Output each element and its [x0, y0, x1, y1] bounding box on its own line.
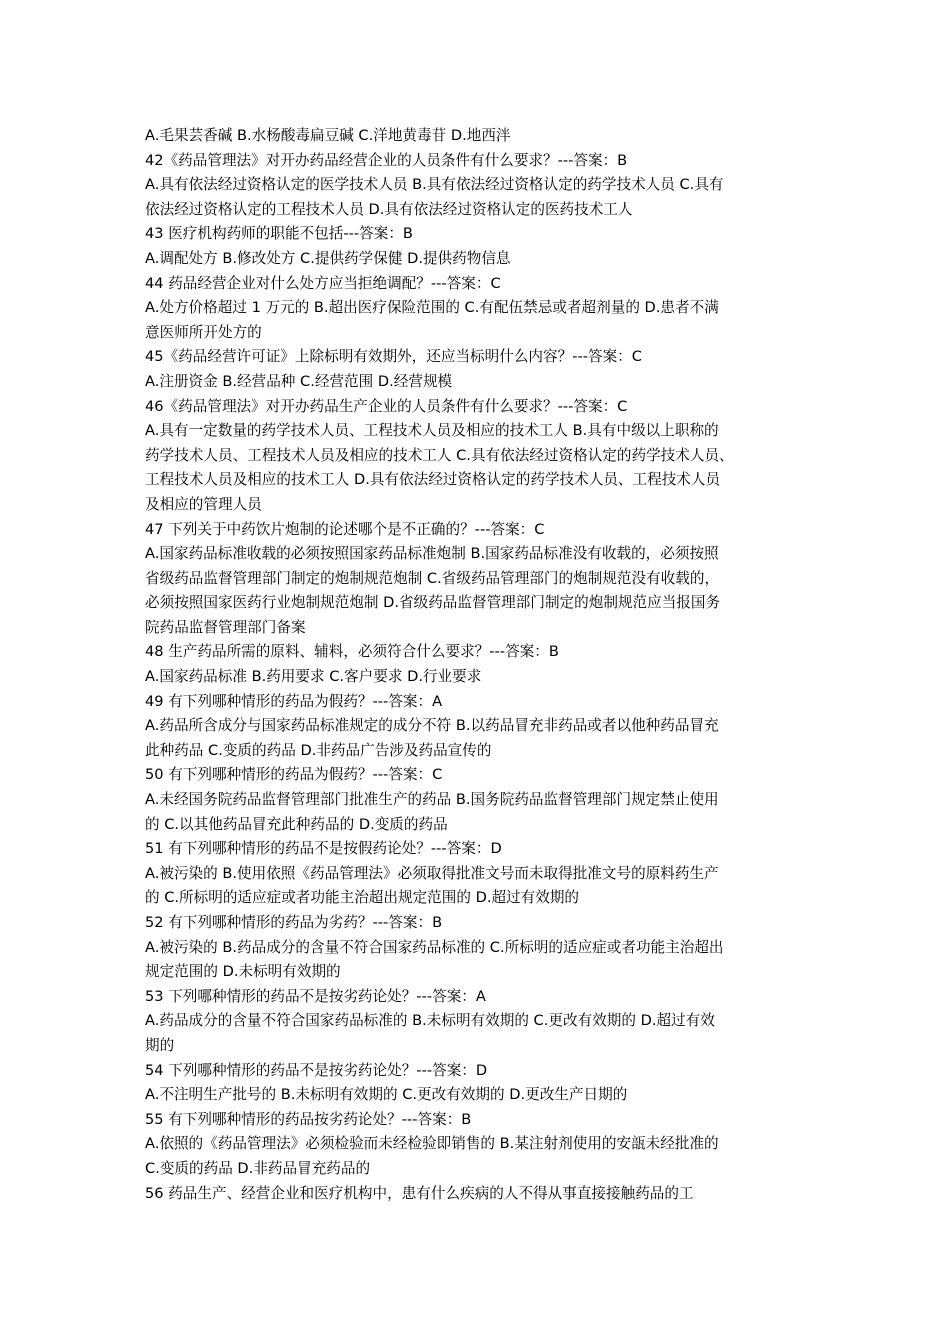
text-line: 期的 — [145, 1036, 175, 1054]
text-line: A.毛果芸香碱 B.水杨酸毒扁豆碱 C.洋地黄毒苷 D.地西泮 — [145, 127, 511, 144]
text-line: A.药品所含成分与国家药品标准规定的成分不符 B.以药品冒充非药品或者以他种药品冒充 — [145, 717, 719, 735]
text-line: A.注册资金 B.经营品种 C.经营范围 D.经营规模 — [145, 372, 453, 390]
text-line: 院药品监督管理部门备案 — [145, 618, 306, 636]
text-line: A.被污染的 B.使用依照《药品管理法》必须取得批准文号而未取得批准文号的原料药生产 — [145, 864, 719, 882]
text-line: 规定范围的 D.未标明有效期的 — [145, 963, 341, 981]
document-body — [145, 124, 813, 1206]
text-line: A.国家药品标准 B.药用要求 C.客户要求 D.行业要求 — [145, 668, 482, 686]
text-line: 48 生产药品所需的原料、辅料，必须符合什么要求？---答案：B — [145, 643, 559, 661]
text-line: C.变质的药品 D.非药品冒充药品的 — [145, 1159, 371, 1177]
text-line: 43 医疗机构药师的职能不包括---答案：B — [145, 225, 413, 243]
text-line: 47 下列关于中药饮片炮制的论述哪个是不正确的？---答案：C — [145, 520, 545, 538]
text-line: 此种药品 C.变质的药品 D.非药品广告涉及药品宣传的 — [145, 741, 492, 759]
text-line: 的 C.所标明的适应症或者功能主治超出规定范围的 D.超过有效期的 — [145, 889, 580, 907]
text-line: 50 有下列哪种情形的药品为假药？---答案：C — [145, 766, 443, 784]
text-line: 必须按照国家医药行业炮制规范炮制 D.省级药品监督管理部门制定的炮制规范应当报国务 — [145, 594, 721, 612]
text-line: 42《药品管理法》对开办药品经营企业的人员条件有什么要求？---答案：B — [145, 151, 628, 169]
text-line: A.调配处方 B.修改处方 C.提供药学保健 D.提供药物信息 — [145, 249, 511, 267]
text-line: 46《药品管理法》对开办药品生产企业的人员条件有什么要求？---答案：C — [145, 397, 628, 415]
text-line: 52 有下列哪种情形的药品为劣药？---答案：B — [145, 914, 443, 931]
text-line: 意医师所开处方的 — [145, 323, 262, 341]
text-line: 56 药品生产、经营企业和医疗机构中，患有什么疾病的人不得从事直接接触药品的工 — [145, 1184, 694, 1202]
text-line: 55 有下列哪种情形的药品按劣药论处？---答案：B — [145, 1110, 472, 1128]
text-line: A.药品成分的含量不符合国家药品标准的 B.未标明有效期的 C.更改有效期的 D.超过有效 — [145, 1012, 715, 1030]
text-line: 53 下列哪种情形的药品不是按劣药论处？---答案：A — [145, 987, 486, 1005]
text-line: A.未经国务院药品监督管理部门批准生产的药品 B.国务院药品监督管理部门规定禁止使用 — [145, 791, 719, 809]
text-line: A.依照的《药品管理法》必须检验而未经检验即销售的 B.某注射剂使用的安瓿未经批准的 — [145, 1135, 719, 1153]
text-line: A.被污染的 B.药品成分的含量不符合国家药品标准的 C.所标明的适应症或者功能主治超出 — [145, 938, 724, 956]
text-line: 45《药品经营许可证》上除标明有效期外，还应当标明什么内容？---答案：C — [145, 348, 642, 366]
text-line: 依法经过资格认定的工程技术人员 D.具有依法经过资格认定的医药技术工人 — [145, 200, 633, 218]
text-line: A.具有一定数量的药学技术人员、工程技术人员及相应的技术工人 B.具有中级以上职称的 — [145, 422, 719, 440]
text-line: A.具有依法经过资格认定的医学技术人员 B.具有依法经过资格认定的药学技术人员 C.具有 — [145, 176, 724, 194]
text-line: 及相应的管理人员 — [145, 495, 262, 513]
text-line: 44 药品经营企业对什么处方应当拒绝调配？---答案：C — [145, 274, 501, 292]
text-line: 49 有下列哪种情形的药品为假药？---答案：A — [145, 692, 443, 710]
text-line: 的 C.以其他药品冒充此种药品的 D.变质的药品 — [145, 815, 448, 833]
text-line: 工程技术人员及相应的技术工人 D.具有依法经过资格认定的药学技术人员、工程技术人员 — [145, 471, 721, 489]
text-line: A.国家药品标准收载的必须按照国家药品标准炮制 B.国家药品标准没有收载的，必须按照 — [145, 545, 719, 563]
text-line: 54 下列哪种情形的药品不是按劣药论处？---答案：D — [145, 1061, 488, 1079]
text-line: 51 有下列哪种情形的药品不是按假药论处？---答案：D — [145, 840, 502, 858]
text-line: 省级药品监督管理部门制定的炮制规范炮制 C.省级药品管理部门的炮制规范没有收载的， — [145, 569, 720, 587]
text-line: 药学技术人员、工程技术人员及相应的技术工人 C.具有依法经过资格认定的药学技术人员、 — [145, 446, 734, 464]
text-line: A.处方价格超过 1 万元的 B.超出医疗保险范围的 C.有配伍禁忌或者超剂量的 D.患者不满 — [145, 299, 719, 317]
text-line: A.不注明生产批号的 B.未标明有效期的 C.更改有效期的 D.更改生产日期的 — [145, 1086, 628, 1104]
